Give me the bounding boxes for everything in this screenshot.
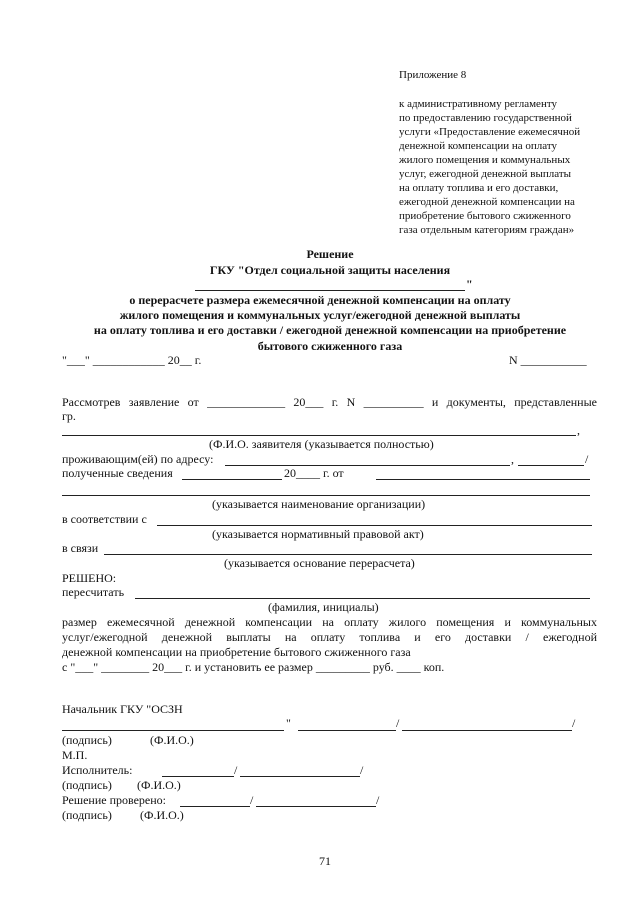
fio-caption: (Ф.И.О. заявителя (указывается полностью) — [209, 437, 434, 451]
checked-slash-end: / — [376, 793, 380, 807]
paragraph-line: денежной компенсации на приобретение бытового сжиженного газа — [62, 645, 411, 659]
recalc-label: пересчитать — [62, 585, 125, 599]
executor-slash-end: / — [360, 763, 364, 777]
appendix-title: Приложение 8 — [399, 69, 467, 81]
org-caption: (указывается наименование организации) — [212, 497, 426, 511]
due-blank — [104, 554, 592, 555]
accordance-blank — [157, 525, 592, 526]
name-caption: (фамилия, инициалы) — [268, 600, 379, 614]
appendix-line: по предоставлению государственной — [399, 112, 572, 124]
appendix-line: газа отдельным категориям граждан» — [399, 224, 575, 236]
accordance-label: в соответствии с — [62, 512, 147, 526]
subject-line: на оплату топлива и его доставки / ежегодной денежной компенсации на приобретение — [93, 323, 567, 337]
subject-line: о перерасчете размера ежемесячной денежной компенсации на оплату — [129, 293, 511, 307]
from-line: с "___" ________ 20___ г. и установить ее размер _________ руб. ____ коп. — [62, 660, 445, 674]
appendix-line: услуг, ежегодной денежной выплаты — [399, 168, 572, 180]
appendix-line: денежной компенсации на оплату — [399, 140, 558, 152]
head-slash-end: / — [572, 716, 576, 730]
appendix-line: услуги «Предоставление ежемесячной — [399, 126, 581, 138]
considered-text: Рассмотрев заявление от _____________ 20___ г. N __________ и документы, представленные — [62, 395, 597, 409]
citizen-prefix: гр. — [62, 409, 76, 423]
head-quote: " — [286, 716, 291, 730]
comma-mark: , — [577, 423, 580, 437]
head-org-blank — [62, 730, 284, 731]
head-title: Начальник ГКУ "ОСЗН — [62, 702, 183, 716]
checked-label: Решение проверено: — [62, 793, 167, 807]
address-comma: , — [511, 452, 514, 466]
checked-sign-blank — [180, 806, 250, 807]
subject-line: жилого помещения и коммунальных услуг/ежегодной денежной выплаты — [119, 308, 521, 322]
recalc-blank — [135, 598, 590, 599]
checked-sign-caption: (подпись) — [62, 808, 112, 822]
address-blank — [225, 465, 510, 466]
head-fio-caption: (Ф.И.О.) — [150, 733, 194, 747]
appendix-line: ежегодной денежной компенсации на — [399, 196, 575, 208]
organization-name: ГКУ "Отдел социальной защиты населения — [209, 263, 451, 277]
checked-fio-blank — [256, 806, 376, 807]
subject-line: бытового сжиженного газа — [257, 339, 403, 353]
considered-line — [62, 395, 597, 409]
executor-sign-blank — [162, 776, 234, 777]
citizen-name-blank — [62, 435, 576, 436]
paragraph-line: размер ежемесячной денежной компенсации на оплату жилого помещения и коммунальных — [62, 615, 597, 629]
document-title: Решение — [306, 247, 354, 261]
decision-number: N ___________ — [509, 353, 587, 367]
page-number: 71 — [319, 854, 331, 868]
due-label: в связи — [62, 541, 99, 555]
act-caption: (указывается нормативный правовой акт) — [212, 527, 424, 541]
decision-date: "___" ____________ 20__ г. — [62, 353, 202, 367]
checked-slash: / — [250, 793, 254, 807]
received-date-blank — [182, 479, 282, 480]
checked-fio-caption: (Ф.И.О.) — [140, 808, 184, 822]
executor-fio-blank — [240, 776, 360, 777]
organization-line-blank — [62, 495, 590, 496]
appendix-line: на оплату топлива и его доставки, — [399, 182, 559, 194]
head-sign-blank — [298, 730, 396, 731]
executor-label: Исполнитель: — [62, 763, 133, 777]
residing-label: проживающим(ей) по адресу: — [62, 452, 214, 466]
reason-caption: (указывается основание перерасчета) — [224, 556, 415, 570]
organization-close-quote: " — [466, 277, 473, 291]
executor-sign-caption: (подпись) — [62, 778, 112, 792]
head-slash: / — [396, 716, 400, 730]
appendix-line: приобретение бытового сжиженного — [399, 210, 571, 222]
executor-slash: / — [234, 763, 238, 777]
organization-blank — [195, 290, 465, 291]
head-sign-caption: (подпись) — [62, 733, 112, 747]
appendix-line: к административному регламенту — [399, 98, 557, 110]
paragraph-line: услуг/ежегодной денежной выплаты на оплату топлива и его доставки / ежегодной — [62, 630, 597, 644]
decided-label: РЕШЕНО: — [62, 571, 117, 585]
appendix-line: жилого помещения и коммунальных — [399, 154, 571, 166]
executor-fio-caption: (Ф.И.О.) — [137, 778, 181, 792]
received-year: 20____ г. от — [284, 466, 344, 480]
address-slash: / — [585, 452, 589, 466]
stamp-label: М.П. — [62, 748, 88, 762]
head-fio-blank — [402, 730, 572, 731]
received-label: полученные сведения — [62, 466, 173, 480]
received-from-blank — [376, 479, 590, 480]
address-blank-2 — [518, 465, 584, 466]
